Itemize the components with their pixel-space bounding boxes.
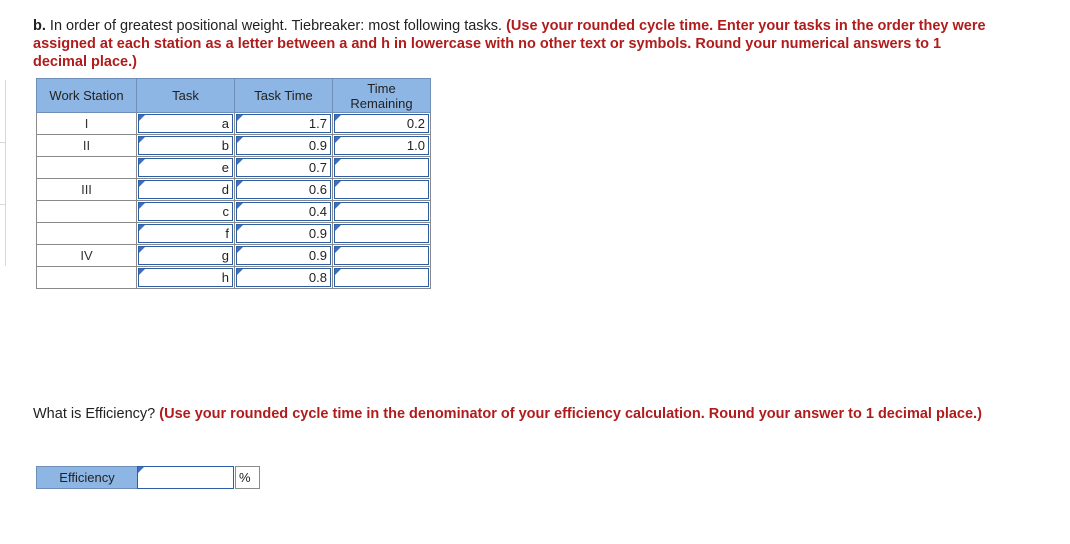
work-station-cell: III — [37, 179, 137, 201]
task-input-cell — [137, 223, 235, 245]
time-remaining-input-cell — [333, 113, 431, 135]
task-input[interactable]: d — [138, 180, 233, 199]
task-input-cell — [137, 179, 235, 201]
task-time-input[interactable]: 1.7 — [236, 114, 331, 133]
task-input[interactable]: e — [138, 158, 233, 177]
left-margin-marks — [0, 80, 6, 266]
time-remaining-input[interactable] — [334, 224, 429, 243]
time-remaining-input-cell — [333, 267, 431, 289]
task-time-input[interactable]: 0.4 — [236, 202, 331, 221]
time-remaining-input[interactable]: 1.0 — [334, 136, 429, 155]
table-row — [37, 135, 431, 157]
time-remaining-input-cell — [333, 223, 431, 245]
task-input-cell — [137, 157, 235, 179]
header-work-station: Work Station — [37, 79, 137, 113]
task-time-input-cell — [235, 135, 333, 157]
table-row — [37, 245, 431, 267]
efficiency-input[interactable] — [137, 466, 234, 489]
table-row — [37, 223, 431, 245]
table-row — [37, 113, 431, 135]
efficiency-question-text: What is Efficiency? (Use your rounded cycle time in the denominator of your efficiency calculation. Round your answer to 1 decimal place.) — [33, 406, 982, 422]
assignment-table — [36, 78, 431, 289]
header-task: Task — [137, 79, 235, 113]
task-input-cell — [137, 267, 235, 289]
time-remaining-input[interactable] — [334, 180, 429, 199]
task-time-input[interactable]: 0.9 — [236, 136, 331, 155]
time-remaining-input-cell — [333, 201, 431, 223]
time-remaining-input-cell — [333, 135, 431, 157]
time-remaining-input-cell — [333, 179, 431, 201]
time-remaining-input[interactable] — [334, 268, 429, 287]
task-time-input[interactable]: 0.6 — [236, 180, 331, 199]
time-remaining-input[interactable] — [334, 158, 429, 177]
table-row — [37, 157, 431, 179]
work-station-cell — [37, 201, 137, 223]
task-time-input-cell — [235, 179, 333, 201]
task-input-cell — [137, 245, 235, 267]
task-time-input[interactable]: 0.9 — [236, 246, 331, 265]
task-input[interactable]: g — [138, 246, 233, 265]
work-station-cell — [37, 267, 137, 289]
work-station-cell — [37, 223, 137, 245]
task-input-cell — [137, 201, 235, 223]
table-row — [37, 179, 431, 201]
task-time-input-cell — [235, 157, 333, 179]
percent-unit: % — [235, 466, 260, 489]
work-station-cell: II — [37, 135, 137, 157]
time-remaining-input-cell — [333, 157, 431, 179]
task-time-input-cell — [235, 113, 333, 135]
task-time-input-cell — [235, 223, 333, 245]
efficiency-row — [36, 466, 260, 489]
task-input-cell — [137, 113, 235, 135]
task-input[interactable]: a — [138, 114, 233, 133]
task-time-input[interactable]: 0.7 — [236, 158, 331, 177]
header-time-remaining: Time Remaining — [333, 79, 431, 113]
task-time-input[interactable]: 0.9 — [236, 224, 331, 243]
task-time-input-cell — [235, 267, 333, 289]
efficiency-label: Efficiency — [36, 466, 138, 489]
work-station-cell: I — [37, 113, 137, 135]
question-b-text: b. In order of greatest positional weight. Tiebreaker: most following tasks. (Use your rounded cycle time. Enter your tasks in the order they were assigned at each station as a letter between a and h in lowercase with no other text or symbols. Round your numerical answers to 1 decimal place.) — [33, 18, 986, 70]
time-remaining-input[interactable] — [334, 246, 429, 265]
task-input[interactable]: f — [138, 224, 233, 243]
task-time-input-cell — [235, 245, 333, 267]
work-station-cell — [37, 157, 137, 179]
time-remaining-input-cell — [333, 245, 431, 267]
task-input[interactable]: c — [138, 202, 233, 221]
table-row — [37, 267, 431, 289]
task-input-cell — [137, 135, 235, 157]
task-time-input[interactable]: 0.8 — [236, 268, 331, 287]
table-row — [37, 201, 431, 223]
time-remaining-input[interactable] — [334, 202, 429, 221]
work-station-cell: IV — [37, 245, 137, 267]
task-input[interactable]: b — [138, 136, 233, 155]
task-time-input-cell — [235, 201, 333, 223]
header-task-time: Task Time — [235, 79, 333, 113]
time-remaining-input[interactable]: 0.2 — [334, 114, 429, 133]
task-input[interactable]: h — [138, 268, 233, 287]
